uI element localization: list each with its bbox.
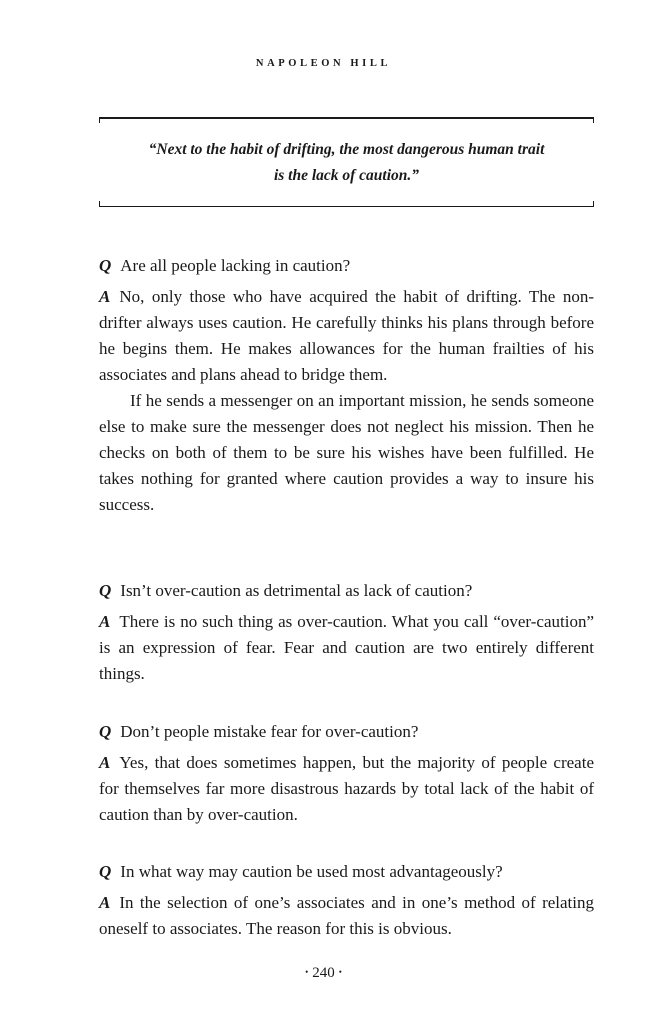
q-marker: Q (99, 862, 112, 881)
qa-block-3 (99, 719, 594, 828)
a-marker: A (99, 753, 111, 772)
pull-quote (109, 137, 584, 189)
q-marker: Q (99, 722, 112, 741)
answer-3: A Yes, that does sometimes happen, but the majority of people create for themselves far more disastrous hazards by total lack of the habit of caution than by over-caution. (99, 753, 594, 824)
qa-block-2 (99, 578, 594, 687)
folio-ornament-left: • (305, 967, 309, 977)
answer-1-continued: If he sends a messenger on an important mission, he sends someone else to make sure the messenger does not neglect his mission. Then he checks on both of them to be sure his wishes have been fulfilled. He takes nothing for granted where caution provides a way to insure his success. (99, 391, 594, 514)
question-2: Q Isn’t over-caution as detrimental as lack of caution? (99, 581, 473, 600)
a-marker: A (99, 287, 111, 306)
answer-4: A In the selection of one’s associates and in one’s method of relating oneself to associates. The reason for this is obvious. (99, 893, 594, 938)
answer-1: A No, only those who have acquired the habit of drifting. The non-drifter always uses caution. He carefully thinks his plans through before he begins them. He makes allowances for the human frailties of his associates and plans ahead to bridge them. (99, 287, 594, 384)
quote-rule-top (99, 117, 594, 119)
qa-block-4 (99, 859, 594, 942)
question-3: Q Don’t people mistake fear for over-caution? (99, 722, 419, 741)
quote-rule-bottom (99, 206, 594, 208)
a-marker: A (99, 612, 111, 631)
running-head: NAPOLEON HILL (255, 58, 392, 69)
q-marker: Q (99, 256, 112, 275)
a-marker: A (99, 893, 111, 912)
qa-block-1 (99, 253, 594, 518)
page-number (0, 965, 647, 982)
question-4: Q In what way may caution be used most advantageously? (99, 862, 503, 881)
q-marker: Q (99, 581, 112, 600)
pull-quote-line-1: “Next to the habit of drifting, the most dangerous human trait (148, 141, 545, 158)
answer-2: A There is no such thing as over-caution. What you call “over-caution” is an expression of fear. Fear and caution are two entirely different things. (99, 612, 594, 683)
folio-ornament-right: • (338, 967, 342, 977)
page-number-value: 240 (312, 965, 335, 981)
pull-quote-line-2: is the lack of caution.” (273, 167, 420, 184)
question-1: Q Are all people lacking in caution? (99, 256, 351, 275)
pull-quote-box (99, 117, 594, 207)
